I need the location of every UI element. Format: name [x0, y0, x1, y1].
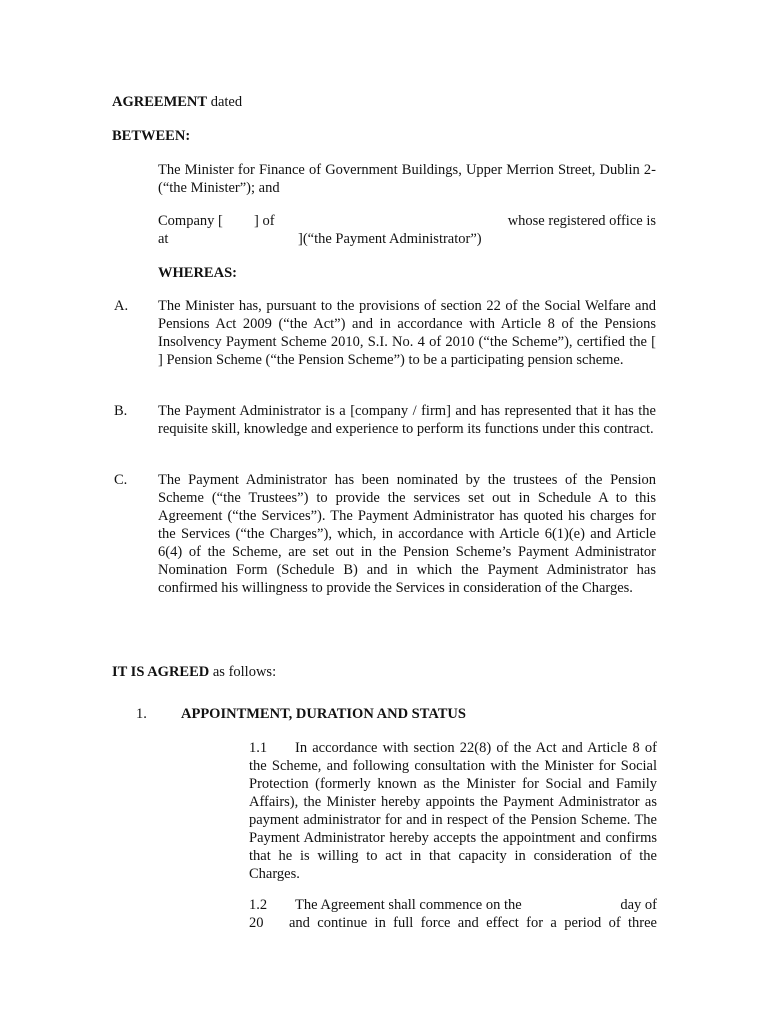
- agreement-label: AGREEMENT: [112, 94, 208, 110]
- whereas-heading: WHEREAS:: [158, 265, 237, 281]
- it-is-agreed-label: IT IS AGREED: [112, 664, 210, 680]
- clause-1-2-continue: and continue in full force and effect for a period of three: [289, 915, 657, 931]
- clause-1-1-number: 1.1: [249, 740, 268, 756]
- section-1-title: APPOINTMENT, DURATION AND STATUS: [181, 706, 466, 722]
- recital-c-label: C.: [114, 472, 128, 488]
- company-of: ] of: [254, 213, 275, 229]
- clause-1-1-text: In accordance with section 22(8) of the Act and Article 8 of the Scheme, and following consultation with the Minister for Social Protection (formerly known as the Minister for Social and Family Affairs), the Minister hereby appoints the Payment Administrator as payment administrator for and in respect of the Pension Scheme. The Payment Administrator hereby accepts the appointment and confirms that he is willing to act in that capacity in consideration of the Charges.: [249, 740, 657, 882]
- as-follows-label: as follows:: [209, 664, 277, 680]
- company-at: at: [158, 231, 169, 247]
- party-minister: The Minister for Finance of Government Buildings, Upper Merrion Street, Dublin 2- (“the Minister”); and: [158, 162, 656, 196]
- recital-a-label: A.: [114, 298, 129, 314]
- recital-b-text: The Payment Administrator is a [company / firm] and has represented that it has the requisite skill, knowledge and experience to perform its functions under this contract.: [158, 403, 656, 437]
- recital-c-text: The Payment Administrator has been nominated by the trustees of the Pension Scheme (“the Trustees”) to provide the services set out in Schedule A to this Agreement (“the Services”). The Payment Administrator has quoted his charges for the Services (“the Charges”), which, in accordance with Article 6(1)(e) and Article 6(4) of the Scheme, are set out in the Pension Scheme’s Payment Administrator Nomination Form (Schedule B) and in which the Payment Administrator has confirmed his willingness to provide the Services in consideration of the Charges.: [158, 472, 656, 596]
- recital-b-label: B.: [114, 403, 128, 419]
- agreement-dated-line: [112, 93, 242, 111]
- clause-1-2-commence: The Agreement shall commence on the: [295, 897, 522, 913]
- clause-1-2-day-of: day of: [620, 897, 657, 913]
- dated-label: dated: [207, 94, 243, 110]
- company-bracket-open: Company [: [158, 213, 223, 229]
- recital-a-text: The Minister has, pursuant to the provisions of section 22 of the Social Welfare and Pensions Act 2009 (“the Act”) and in accordance with Article 8 of the Pensions Insolvency Payment Scheme 2010, S.I. No. 4 of 2010 (“the Scheme”), certified the [ ] Pension Scheme (“the Pension Scheme”) to be a participating pension scheme.: [158, 298, 656, 368]
- it-is-agreed-line: [112, 663, 276, 681]
- company-payment-administrator: ](“the Payment Administrator”): [298, 231, 482, 247]
- between-heading: BETWEEN:: [112, 128, 191, 144]
- section-1-number: 1.: [136, 706, 147, 722]
- clause-1-2-year: 20: [249, 915, 264, 931]
- clause-1-2-number: 1.2: [249, 897, 268, 913]
- company-registered-office: whose registered office is: [507, 213, 656, 229]
